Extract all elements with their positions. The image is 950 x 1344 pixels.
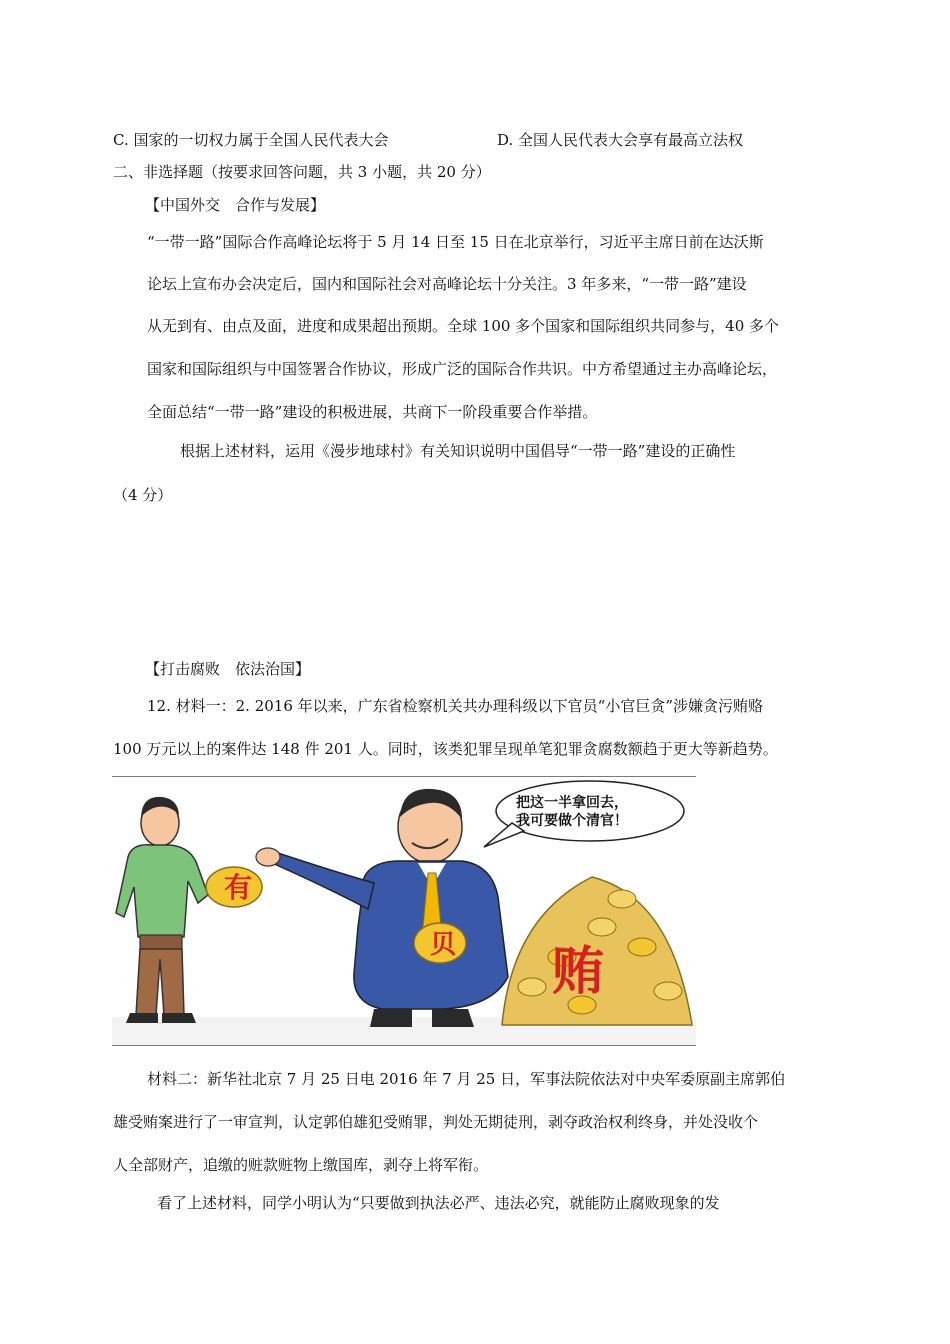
official-figure (256, 789, 508, 1027)
section-heading: 二、非选择题（按要求回答问题，共 3 小题，共 20 分） (113, 163, 491, 181)
topic2-heading: 【打击腐败 依法治国】 (145, 660, 311, 678)
topic1-question: 根据上述材料，运用《漫步地球村》有关知识说明中国倡导“一带一路”建设的正确性 (180, 442, 736, 460)
svg-text:贝: 贝 (430, 930, 457, 960)
topic1-paragraph-line: 国家和国际组织与中国签署合作协议，形成广泛的国际合作共识。中方希望通过主办高峰论坛， (147, 360, 778, 378)
material2-line: 材料二：新华社北京 7 月 25 日电 2016 年 7 月 25 日，军事法院依法对中央军委原副主席郭伯 (147, 1070, 786, 1088)
option-c: C. 国家的一切权力属于全国人民代表大会 (113, 131, 389, 149)
topic1-paragraph-line: 全面总结“一带一路”建设的积极进展，共商下一阶段重要合作举措。 (147, 403, 598, 421)
topic1-paragraph-line: “一带一路”国际合作高峰论坛将于 5 月 14 日至 15 日在北京举行，习近平主席日前在达沃斯 (147, 233, 764, 251)
bribe-pile (502, 877, 692, 1025)
svg-text:我可要做个清官！: 我可要做个清官！ (516, 813, 628, 829)
option-d: D. 全国人民代表大会享有最高立法权 (497, 131, 744, 149)
honest-man-figure (116, 797, 208, 1023)
material1-line: 100 万元以上的案件达 148 件 201 人。同时，该类犯罪呈现单笔犯罪贪腐数额趋于更大等新趋势。 (113, 740, 778, 758)
topic1-paragraph-line: 论坛上宣布办会决定后，国内和国际社会对高峰论坛十分关注。3 年多来，“一带一路”建设 (147, 275, 747, 293)
svg-text:贿: 贿 (552, 942, 605, 1002)
topic1-paragraph-line: 从无到有、由点及面，进度和成果超出预期。全球 100 多个国家和国际组织共同参与，40 多个 (147, 317, 780, 335)
topic1-question-score: （4 分） (113, 486, 173, 504)
svg-text:有: 有 (224, 871, 253, 904)
material1-line: 12. 材料一：2. 2016 年以来，广东省检察机关共办理科级以下官员“小官巨贪”涉嫌贪污贿赂 (147, 697, 763, 715)
speech-bubble (484, 781, 684, 847)
material2-line: 人全部财产，追缴的赃款赃物上缴国库，剥夺上将军衔。 (113, 1156, 489, 1174)
svg-text:把这一半拿回去，: 把这一半拿回去， (516, 795, 628, 811)
half-character-left (206, 867, 262, 907)
corruption-cartoon (112, 776, 696, 1046)
topic1-heading: 【中国外交 合作与发展】 (145, 196, 326, 214)
final-question-line: 看了上述材料，同学小明认为“只要做到执法必严、违法必究，就能防止腐败现象的发 (157, 1194, 720, 1212)
material2-line: 雄受贿案进行了一审宣判，认定郭伯雄犯受贿罪，判处无期徒刑，剥夺政治权利终身，并处没收个 (113, 1113, 759, 1131)
half-character-right (414, 923, 466, 963)
